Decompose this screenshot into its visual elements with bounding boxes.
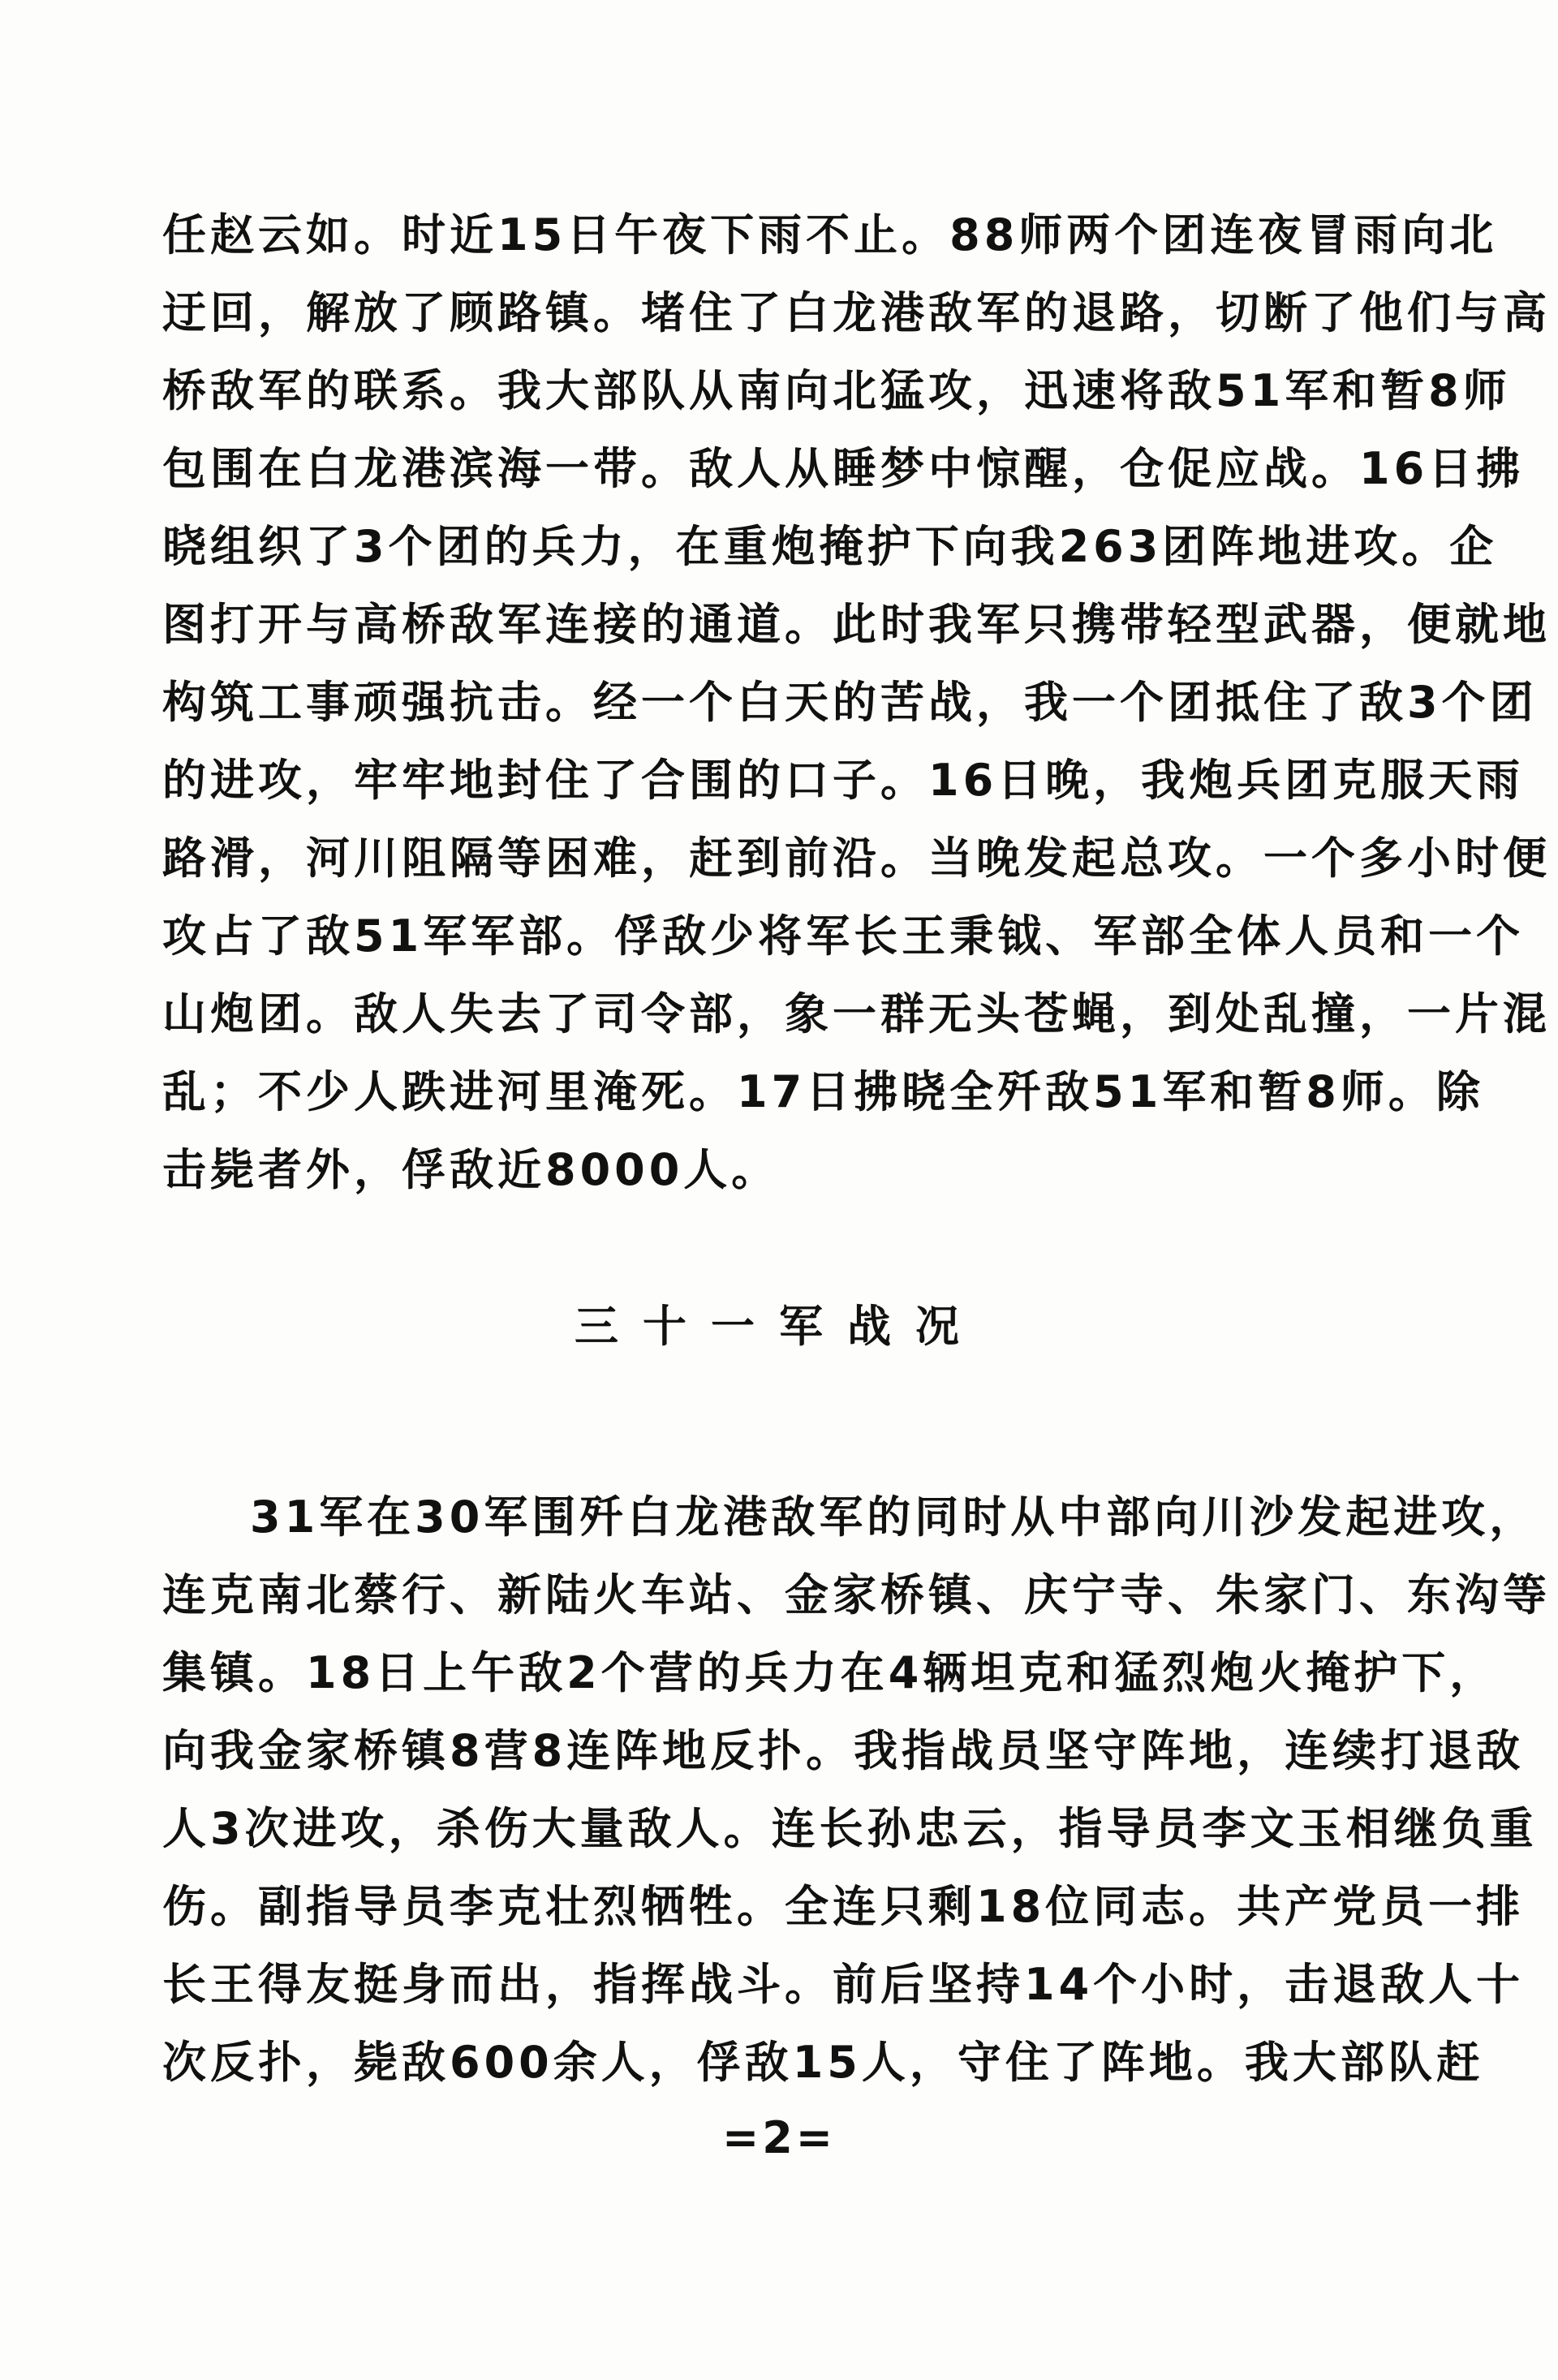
paragraph-1-line: 的进攻，牢牢地封住了合围的口子。16日晚，我炮兵团克服天雨 [162,755,1525,806]
page-number: =2= [721,2112,837,2163]
paragraph-1-line: 乱；不少人跌进河里淹死。17日拂晓全歼敌51军和暂8师。除 [162,1066,1484,1117]
paragraph-1-line: 任赵云如。时近15日午夜下雨不止。88师两个团连夜冒雨向北 [162,209,1498,260]
paragraph-2-line: 次反扑，毙敌600余人，俘敌15人，守住了阵地。我大部队赶 [162,2037,1484,2088]
paragraph-1-line: 山炮团。敌人失去了司令部，象一群无头苍蝇，到处乱撞，一片混 [162,988,1551,1039]
paragraph-1-line: 晓组织了3个团的兵力，在重炮掩护下向我263团阵地进攻。企 [162,521,1498,572]
paragraph-2 [162,1478,1551,2102]
paragraph-2-line: 集镇。18日上午敌2个营的兵力在4辆坦克和猛烈炮火掩护下， [162,1647,1498,1698]
paragraph-2-line: 31军在30军围歼白龙港敌军的同时从中部向川沙发起进攻， [250,1491,1538,1543]
paragraph-2-line: 长王得友挺身而出，指挥战斗。前后坚持14个小时，击退敌人十 [162,1959,1525,2010]
paragraph-2-line: 伤。副指导员李克壮烈牺牲。全连只剩18位同志。共产党员一排 [162,1881,1525,1932]
paragraph-1-line: 包围在白龙港滨海一带。敌人从睡梦中惊醒，仓促应战。16日拂 [162,443,1525,494]
paragraph-2-line: 连克南北蔡行、新陆火车站、金家桥镇、庆宁寺、朱家门、东沟等 [162,1569,1551,1620]
paragraph-1-line: 构筑工事顽强抗击。经一个白天的苦战，我一个团抵住了敌3个团 [162,677,1538,728]
paragraph-1-line: 路滑，河川阻隔等困难，赶到前沿。当晚发起总攻。一个多小时便 [162,833,1551,884]
section-heading: 三十一军战况 [575,1301,983,1352]
paragraph-1-line: 攻占了敌51军军部。俘敌少将军长王秉钺、军部全体人员和一个 [162,910,1525,962]
paragraph-1-line: 图打开与高桥敌军连接的通道。此时我军只携带轻型武器，便就地 [162,599,1551,650]
paragraph-2-line: 人3次进攻，杀伤大量敌人。连长孙忠云，指导员李文玉相继负重 [162,1803,1538,1854]
paragraph-1-line: 击毙者外，俘敌近8000人。 [162,1144,780,1195]
paragraph-2-line: 向我金家桥镇8营8连阵地反扑。我指战员坚守阵地，连续打退敌 [162,1725,1525,1776]
paragraph-1-line: 迂回，解放了顾路镇。堵住了白龙港敌军的退路，切断了他们与高 [162,287,1551,338]
paragraph-1-line: 桥敌军的联系。我大部队从南向北猛攻，迅速将敌51军和暂8师 [162,365,1511,416]
paragraph-1 [162,196,1551,1209]
